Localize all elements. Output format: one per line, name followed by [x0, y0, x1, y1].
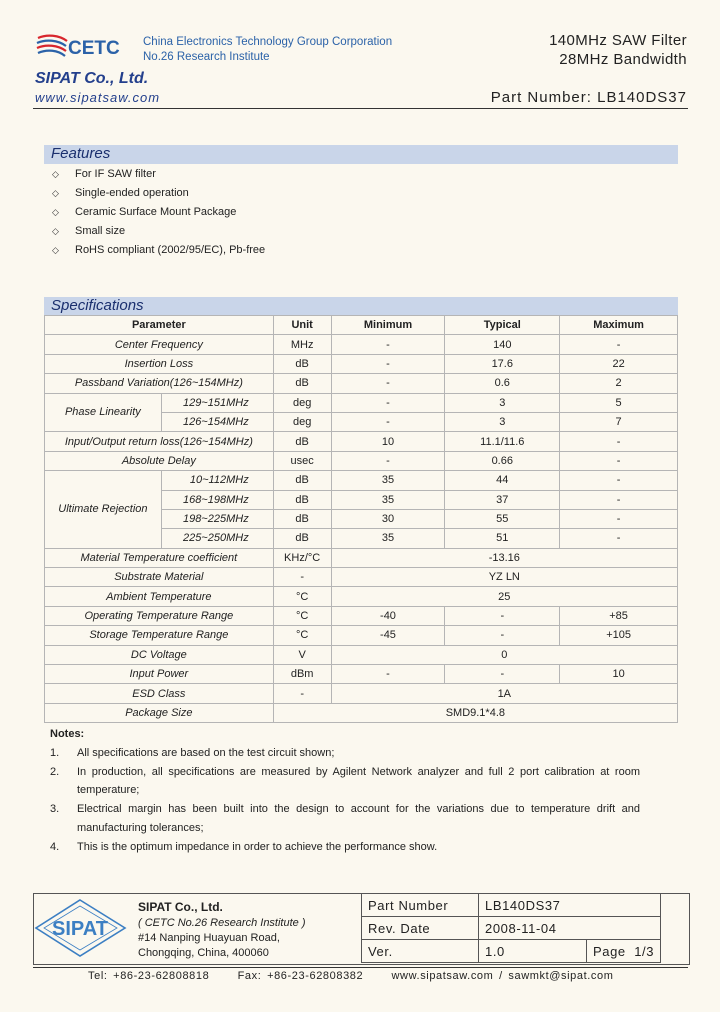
- footer-company-name: SIPAT Co., Ltd.: [138, 900, 223, 914]
- table-row: Material Temperature coefficient KHz/°C -13.16: [45, 548, 678, 567]
- table-header-row: Parameter Unit Minimum Typical Maximum: [45, 316, 678, 335]
- footer-address-line2: Chongqing, China, 400060: [138, 947, 269, 959]
- list-item: ◇ Ceramic Surface Mount Package: [52, 203, 265, 222]
- organization-line2: No.26 Research Institute: [143, 51, 270, 63]
- list-item: ◇ For IF SAW filter: [52, 165, 265, 184]
- diamond-bullet-icon: ◇: [52, 245, 59, 255]
- sipat-logo: [33, 897, 128, 959]
- table-row: 168~198MHz dB 35 37 -: [45, 490, 678, 509]
- table-row: 225~250MHz dB 35 51 -: [45, 529, 678, 548]
- product-title-line1: 140MHz SAW Filter: [549, 32, 687, 49]
- table-row: Insertion Loss dB - 17.6 22: [45, 354, 678, 373]
- footer-company-info: [138, 900, 306, 961]
- part-number-heading: Part Number: LB140DS37: [490, 89, 687, 106]
- table-row: Part Number LB140DS37: [362, 894, 661, 917]
- list-item: ◇ Single-ended operation: [52, 184, 265, 203]
- diamond-bullet-icon: ◇: [52, 226, 59, 236]
- footer-address-line1: #14 Nanping Huayuan Road,: [138, 932, 280, 944]
- table-row: Ver. 1.0 Page 1/3: [362, 940, 661, 963]
- table-row: Input Power dBm - - 10: [45, 665, 678, 684]
- footer-contact: Tel: +86-23-62808818 Fax: +86-23-62808382 www.sipatsaw.com / sawmkt@sipat.com: [88, 970, 614, 982]
- features-title: Features: [51, 145, 111, 162]
- table-row: Input/Output return loss(126~154MHz) dB 10 11.1/11.6 -: [45, 432, 678, 451]
- diamond-bullet-icon: ◇: [52, 188, 59, 198]
- sipat-logo-text: SIPAT: [52, 918, 108, 940]
- product-title: [549, 31, 687, 69]
- table-row: 198~225MHz dB 30 55 -: [45, 509, 678, 528]
- specifications-table: [44, 315, 678, 723]
- list-item: ◇ Small size: [52, 222, 265, 241]
- header-divider: [33, 108, 688, 109]
- table-row: DC Voltage V 0: [45, 645, 678, 664]
- table-row: Storage Temperature Range °C -45 - +105: [45, 626, 678, 645]
- list-item: 2. In production, all specifications are measured by Agilent Network analyzer and full 2 port calibration at room temperature;: [50, 765, 640, 797]
- table-row: Operating Temperature Range °C -40 - +85: [45, 606, 678, 625]
- specifications-title: Specifications: [51, 297, 144, 314]
- table-row: Ambient Temperature °C 25: [45, 587, 678, 606]
- company-website[interactable]: www.sipatsaw.com: [35, 90, 161, 105]
- notes-title: Notes:: [50, 728, 85, 740]
- footer-institute: ( CETC No.26 Research Institute ): [138, 917, 306, 929]
- list-item: 1. All specifications are based on the test circuit shown;: [50, 746, 335, 759]
- diamond-bullet-icon: ◇: [52, 207, 59, 217]
- footer-divider: [33, 967, 688, 968]
- features-section-bar: [44, 145, 678, 164]
- organization-line1: China Electronics Technology Group Corporation: [143, 36, 393, 48]
- diamond-bullet-icon: ◇: [52, 169, 59, 179]
- table-row: Center Frequency MHz - 140 -: [45, 335, 678, 354]
- table-row: Substrate Material - YZ LN: [45, 568, 678, 587]
- product-title-line2: 28MHz Bandwidth: [559, 51, 687, 68]
- cetc-logo-text: CETC: [68, 38, 120, 59]
- table-row: 126~154MHz deg - 3 7: [45, 412, 678, 431]
- cetc-logo: [35, 32, 135, 62]
- table-row: Package Size SMD9.1*4.8: [45, 703, 678, 722]
- specifications-section-bar: [44, 297, 678, 316]
- features-list: [52, 165, 265, 260]
- company-name: SIPAT Co., Ltd.: [35, 70, 149, 87]
- list-item: 3. Electrical margin has been built into the design to account for the variations due to temperature drift and manufacturing tolerances;: [50, 803, 640, 834]
- table-row: Absolute Delay usec - 0.66 -: [45, 451, 678, 470]
- table-row: Phase Linearity 129~151MHz deg - 3 5: [45, 393, 678, 412]
- table-row: Ultimate Rejection 10~112MHz dB 35 44 -: [45, 471, 678, 490]
- list-item: 4. This is the optimum impedance in order to achieve the performance show.: [50, 840, 438, 853]
- document-info-table: [361, 893, 661, 963]
- list-item: ◇ RoHS compliant (2002/95/EC), Pb-free: [52, 241, 265, 260]
- organization-name: [143, 35, 392, 65]
- table-row: ESD Class - 1A: [45, 684, 678, 703]
- table-row: Passband Variation(126~154MHz) dB - 0.6 2: [45, 374, 678, 393]
- notes-section: [50, 725, 640, 857]
- table-row: Rev. Date 2008-11-04: [362, 917, 661, 940]
